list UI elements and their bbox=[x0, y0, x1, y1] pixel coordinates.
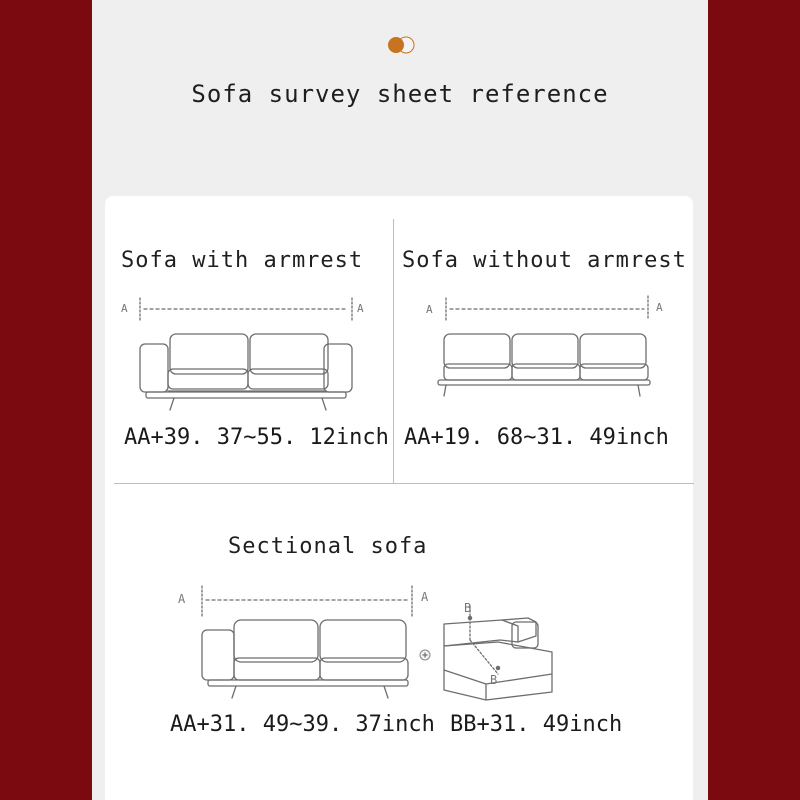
no-armrest-sofa-icon bbox=[424, 290, 674, 402]
no-armrest-marker-right: A bbox=[656, 301, 664, 314]
sectional-measurement-b: BB+31. 49inch bbox=[450, 712, 623, 737]
page-title: Sofa survey sheet reference bbox=[191, 80, 609, 108]
sectional-marker-left: A bbox=[178, 592, 187, 606]
no-armrest-sofa-label: Sofa without armrest bbox=[402, 248, 687, 273]
armrest-measurement: AA+39. 37~55. 12inch bbox=[124, 425, 389, 450]
sectional-marker-b-bottom: B bbox=[490, 673, 499, 687]
vertical-divider bbox=[393, 219, 394, 484]
armrest-sofa-label: Sofa with armrest bbox=[121, 248, 364, 273]
plus-icon bbox=[418, 648, 432, 662]
reference-card bbox=[105, 196, 693, 800]
armrest-marker-right: A bbox=[357, 302, 365, 315]
sectional-measurement-a: AA+31. 49~39. 37inch bbox=[170, 712, 435, 737]
no-armrest-measurement: AA+19. 68~31. 49inch bbox=[404, 425, 669, 450]
sectional-marker-b-top: B bbox=[464, 601, 473, 615]
horizontal-divider bbox=[114, 483, 694, 484]
sectional-marker-right: A bbox=[421, 590, 430, 604]
sectional-sofa-label: Sectional sofa bbox=[228, 534, 428, 559]
sectional-chaise-icon bbox=[440, 600, 570, 705]
header-dots-icon bbox=[384, 35, 418, 55]
sectional-main-sofa-icon bbox=[180, 578, 430, 703]
no-armrest-marker-left: A bbox=[426, 303, 434, 316]
armrest-marker-left: A bbox=[121, 302, 129, 315]
armrest-sofa-icon bbox=[118, 292, 368, 414]
